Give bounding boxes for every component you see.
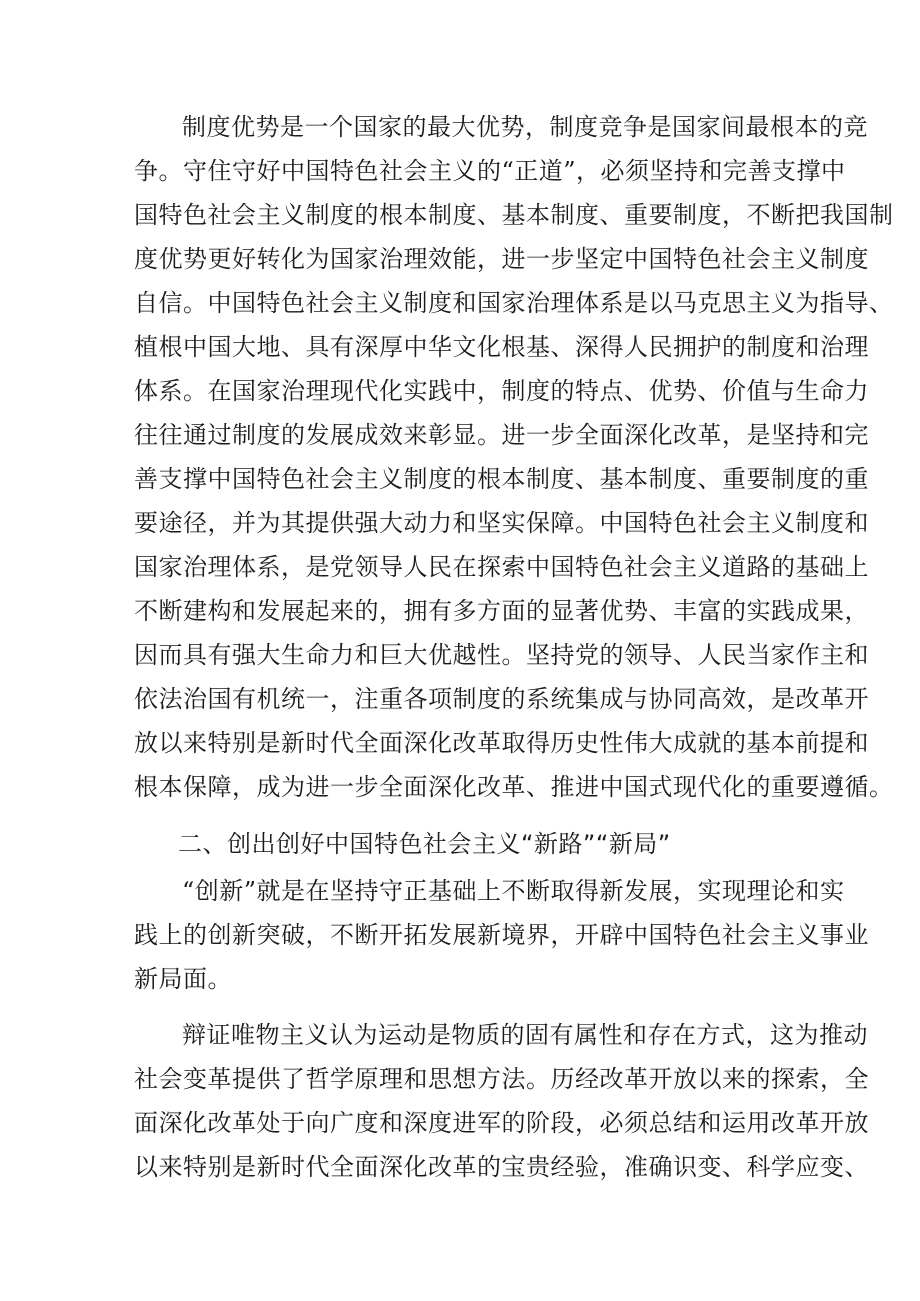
paragraph-2-line-1: “创新”就是在坚持守正基础上不断取得新发展，实现理论和实 <box>182 877 845 905</box>
paragraph-3-line-3: 面深化改革处于向广度和深度进军的阶段，必须总结和运用改革开放 <box>134 1109 869 1137</box>
paragraph-3-line-4: 以来特别是新时代全面深化改革的宝贵经验，准确识变、科学应变、 <box>134 1153 869 1181</box>
paragraph-2-line-3: 新局面。 <box>134 965 232 993</box>
paragraph-1-line-3: 国特色社会主义制度的根本制度、基本制度、重要制度，不断把我国制 <box>134 201 894 229</box>
paragraph-1-line-11: 国家治理体系，是党领导人民在探索中国特色社会主义道路的基础上 <box>134 553 869 581</box>
paragraph-1-line-9: 善支撑中国特色社会主义制度的根本制度、基本制度、重要制度的重 <box>134 465 869 493</box>
paragraph-2-line-2: 践上的创新突破，不断开拓发展新境界，开辟中国特色社会主义事业 <box>134 921 869 949</box>
paragraph-3-line-1: 辩证唯物主义认为运动是物质的固有属性和存在方式，这为推动 <box>182 1021 868 1049</box>
paragraph-1-line-5: 自信。中国特色社会主义制度和国家治理体系是以马克思主义为指导、 <box>134 289 894 317</box>
paragraph-3-line-2: 社会变革提供了哲学原理和思想方法。历经改革开放以来的探索，全 <box>134 1065 869 1093</box>
paragraph-1-line-1: 制度优势是一个国家的最大优势，制度竞争是国家间最根本的竞 <box>182 113 868 141</box>
paragraph-1-line-16: 根本保障，成为进一步全面深化改革、推进中国式现代化的重要遵循。 <box>134 773 894 801</box>
paragraph-1-line-10: 要途径，并为其提供强大动力和坚实保障。中国特色社会主义制度和 <box>134 509 869 537</box>
paragraph-1-line-6: 植根中国大地、具有深厚中华文化根基、深得人民拥护的制度和治理 <box>134 333 869 361</box>
paragraph-1-line-8: 往往通过制度的发展成效来彰显。进一步全面深化改革，是坚持和完 <box>134 421 869 449</box>
paragraph-1-line-13: 因而具有强大生命力和巨大优越性。坚持党的领导、人民当家作主和 <box>134 641 869 669</box>
paragraph-1-line-7: 体系。在国家治理现代化实践中，制度的特点、优势、价值与生命力 <box>134 377 869 405</box>
section-heading: 二、创出创好中国特色社会主义“新路”“新局” <box>178 830 671 858</box>
paragraph-1-line-14: 依法治国有机统一，注重各项制度的系统集成与协同高效，是改革开 <box>134 685 869 713</box>
paragraph-1-line-4: 度优势更好转化为国家治理效能，进一步坚定中国特色社会主义制度 <box>134 245 869 273</box>
paragraph-1-line-2: 争。守住守好中国特色社会主义的“正道”，必须坚持和完善支撑中 <box>134 157 846 185</box>
paragraph-1-line-12: 不断建构和发展起来的，拥有多方面的显著优势、丰富的实践成果， <box>134 597 869 625</box>
paragraph-1-line-15: 放以来特别是新时代全面深化改革取得历史性伟大成就的基本前提和 <box>134 729 869 757</box>
